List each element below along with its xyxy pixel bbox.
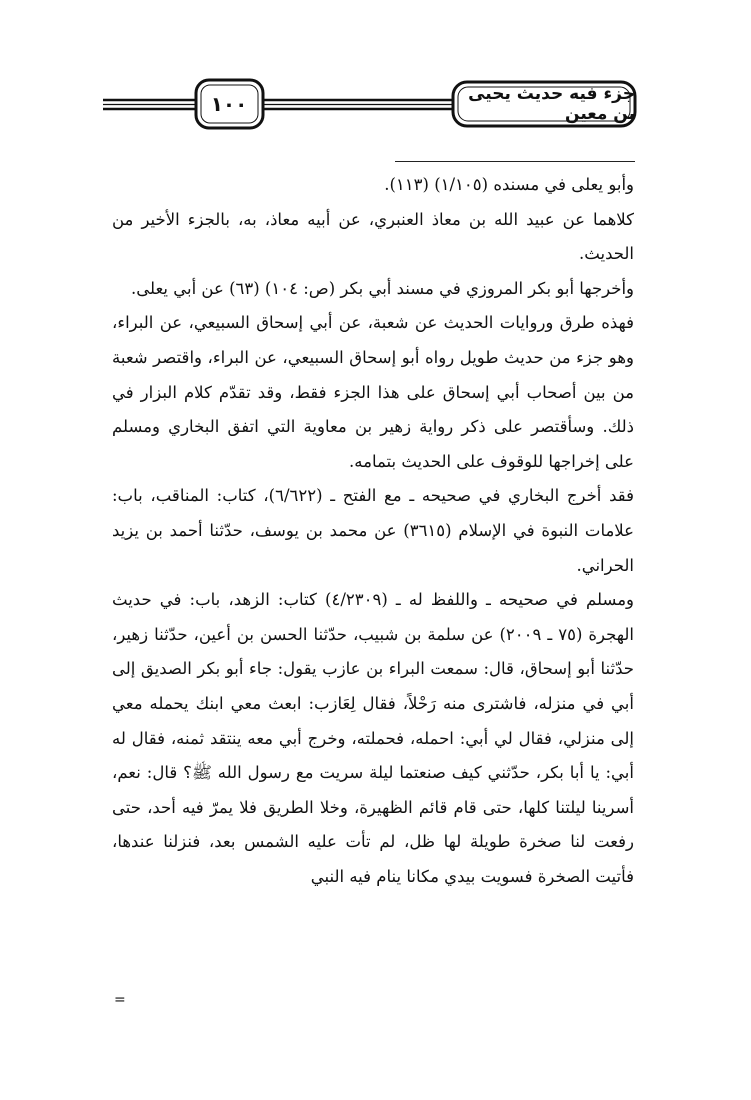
page-number: ١٠٠ — [210, 92, 248, 116]
header-ornament-frame — [0, 0, 751, 150]
footnote-body — [112, 168, 634, 894]
paragraph: فقد أخرج البخاري في صحيحه ـ مع الفتح ـ (٦/٦٢٢)، كتاب: المناقب، باب: علامات النبوة في الإسلام (٣٦١٥) عن محمد بن يوسف، حدّثنا أحمد بن يزيد الحراني. — [112, 486, 634, 575]
paragraph: ومسلم في صحيحه ـ واللفظ له ـ (٤/٢٣٠٩) كتاب: الزهد، باب: في حديث الهجرة (٧٥ ـ ٢٠٠٩) عن سلمة بن شبيب، حدّثنا الحسن بن أعين، حدّثنا زهير، حدّثنا أبو إسحاق، قال: سمعت البراء بن عازب يقول: جاء أبو بكر الصديق إلى أبي في منزله، فاشترى منه رَحْلاً، فقال لِعَازب: ابعث معي ابنك يحمله معي إلى منزلي، فقال لي أبي: احمله، فحملته، وخرج أبي معه ينتقد ثمنه، فقال له أبي: يا أبا بكر، حدّثني كيف صنعتما ليلة سريت مع رسول الله ﷺ؟ قال: نعم، أسرينا ليلتنا كلها، حتى قام قائم الظهيرة، وخلا الطريق فلا يمرّ فيه أحد، حتى رفعت لنا صخرة طويلة لها ظل، لم تأت عليه الشمس بعد، فنزلنا عندها، فأتيت الصخرة فسويت بيدي مكانا ينام فيه النبي — [112, 590, 634, 886]
page-header — [0, 0, 751, 150]
paragraph: كلاهما عن عبيد الله بن معاذ العنبري، عن أبيه معاذ، به، بالجزء الأخير من الحديث. — [112, 209, 634, 264]
footnote-separator — [395, 161, 635, 162]
paragraph: فهذه طرق وروايات الحديث عن شعبة، عن أبي إسحاق السبيعي، عن البراء، وهو جزء من حديث طويل رواه أبو إسحاق السبيعي، عن البراء، واقتصر شعبة من بين أصحاب أبي إسحاق على هذا الجزء فقط، وقد تقدّم كلام البزار في ذلك. وسأقتصر على ذكر رواية زهير بن معاوية التي اتفق البخاري ومسلم على إخراجها للوقوف على الحديث بتمامه. — [112, 313, 634, 471]
paragraph: وأبو يعلى في مسنده (١/١٠٥) (١١٣). — [384, 175, 634, 194]
continuation-mark: = — [114, 992, 126, 1008]
running-title: جزء فيه حديث يحيى بن معين — [468, 84, 635, 124]
paragraph: وأخرجها أبو بكر المروزي في مسند أبي بكر (ص: ١٠٤) (٦٣) عن أبي يعلى. — [130, 278, 634, 298]
